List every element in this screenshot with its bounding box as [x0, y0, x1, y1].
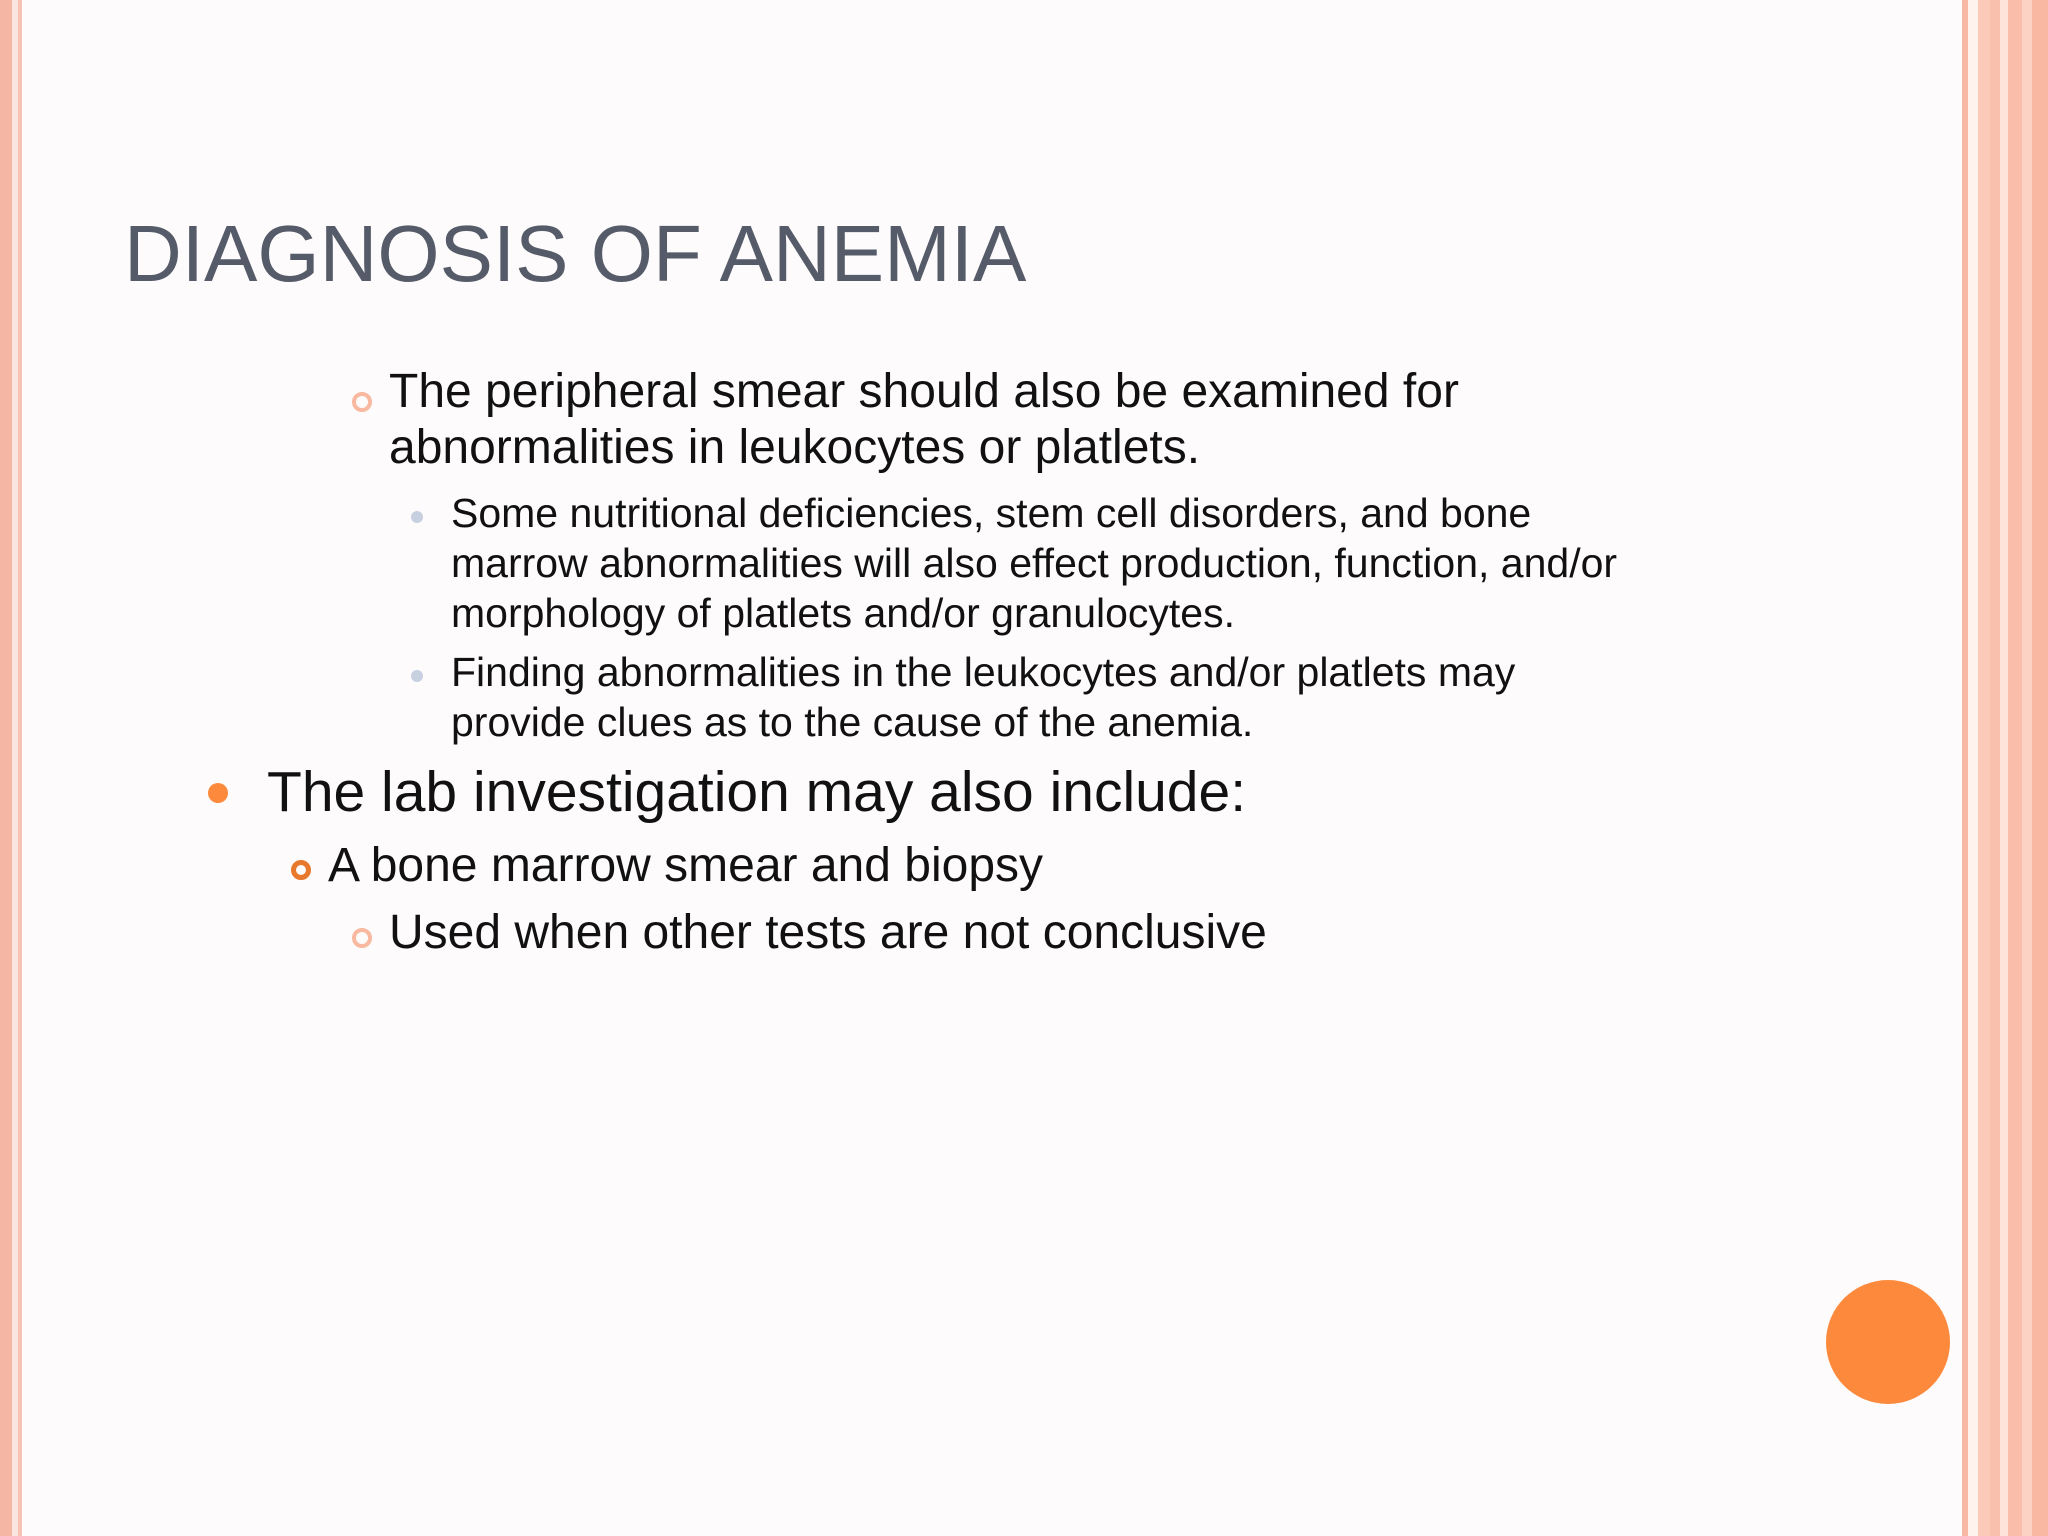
hollow-circle-light-icon [352, 928, 372, 948]
sub-bullet-line: Finding abnormalities in the leukocytes and/or platlets may [451, 649, 1516, 695]
right-border-stripe [1968, 0, 1978, 1536]
left-border-stripe [0, 0, 12, 1536]
small-dot-icon [411, 670, 423, 682]
right-border-stripe [2032, 0, 2048, 1536]
sub-bullet-line: provide clues as to the cause of the anemia. [451, 699, 1254, 745]
left-border-inner-stripe [18, 0, 22, 1536]
right-border-stripe [1978, 0, 1990, 1536]
bullet-text: A bone marrow smear and biopsy [328, 839, 1044, 892]
sub-bullet-nutritional-deficiencies [451, 488, 1617, 638]
sub-bullet-finding-abnormalities [451, 647, 1515, 747]
right-border-stripe [2008, 0, 2022, 1536]
orange-circle-decoration [1826, 1280, 1950, 1404]
bullet-line: The peripheral smear should also be examined for [389, 365, 1459, 418]
filled-circle-orange-icon [208, 783, 228, 803]
bullet-text: The lab investigation may also include: [267, 760, 1247, 824]
bullet-line: abnormalities in leukocytes or platlets. [389, 421, 1201, 474]
bullet-text: Used when other tests are not conclusive [389, 906, 1267, 959]
bullet-used-when [389, 905, 1267, 961]
right-border-stripe [1990, 0, 2000, 1536]
sub-bullet-line: marrow abnormalities will also effect production, function, and/or [451, 540, 1618, 586]
hollow-circle-dark-icon [291, 860, 311, 880]
right-border-stripe [2000, 0, 2008, 1536]
slide-title: DIAGNOSIS OF ANEMIA [124, 209, 1027, 298]
sub-bullet-line: morphology of platlets and/or granulocytes. [451, 590, 1236, 636]
bullet-peripheral-smear [389, 364, 1459, 476]
small-dot-icon [411, 511, 423, 523]
bullet-bone-marrow [328, 838, 1043, 894]
bullet-lab-investigation [267, 758, 1246, 826]
hollow-circle-light-icon [352, 392, 372, 412]
sub-bullet-line: Some nutritional deficiencies, stem cell disorders, and bone [451, 490, 1532, 536]
right-border-stripe [2022, 0, 2032, 1536]
